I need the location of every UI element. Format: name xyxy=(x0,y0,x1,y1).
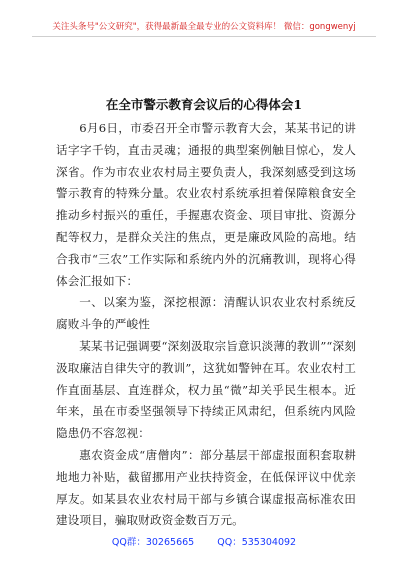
footer-contact xyxy=(0,534,408,548)
paragraph-funds: 惠农资金成“唐僧肉”：部分基层干部虚报面积套取耕地地力补贴，截留挪用产业扶持资金，在低保评议中优亲厚友。如某县农业农村局干部与乡镇合谋虚报高标准农田建设项目，骗取财政资金数百万元。 xyxy=(56,447,356,528)
header-promo-note: 关注头条号"公文研究"，获得最新最全最专业的公文资料库！ 微信：gongwenyj xyxy=(52,22,356,32)
document-body xyxy=(56,118,356,532)
section-heading-1: 一、以案为鉴，深挖根源：清醒认识农业农村系统反腐败斗争的严峻性 xyxy=(56,295,356,332)
footer-qq-group: QQ群：30265665 xyxy=(111,537,195,548)
header-divider xyxy=(32,36,376,37)
document-title: 在全市警示教育会议后的心得体会1 xyxy=(105,97,303,112)
footer-qq: QQ：535304092 xyxy=(217,537,297,548)
paragraph-intro: 6月6日，市委召开全市警示教育大会，某某书记的讲话字字千钧，直击灵魂；通报的典型案例触目惊心，发人深省。作为市农业农村局主要负责人，我深刻感受到这场警示教育的特殊分量。农业农村系统承担着保障粮食安全推动乡村振兴的重任，手握惠农资金、项目审批、资源分配等权力，是群众关注的焦点，更是廉政风险的高地。结合我市“三农”工作实际和系统内外的沉痛教训，现将心得体会汇报如下： xyxy=(56,121,356,288)
paragraph-section-1: 某某书记强调要“深刻汲取宗旨意识淡薄的教训”“深刻汲取廉洁自律失守的教训”，这犹如警钟在耳。农业农村工作直面基层、直连群众，权力虽“微”却关乎民生根本。近年来，虽在市委坚强领导下持续正风肃纪，但系统内风险隐患仍不容忽视： xyxy=(56,338,356,441)
